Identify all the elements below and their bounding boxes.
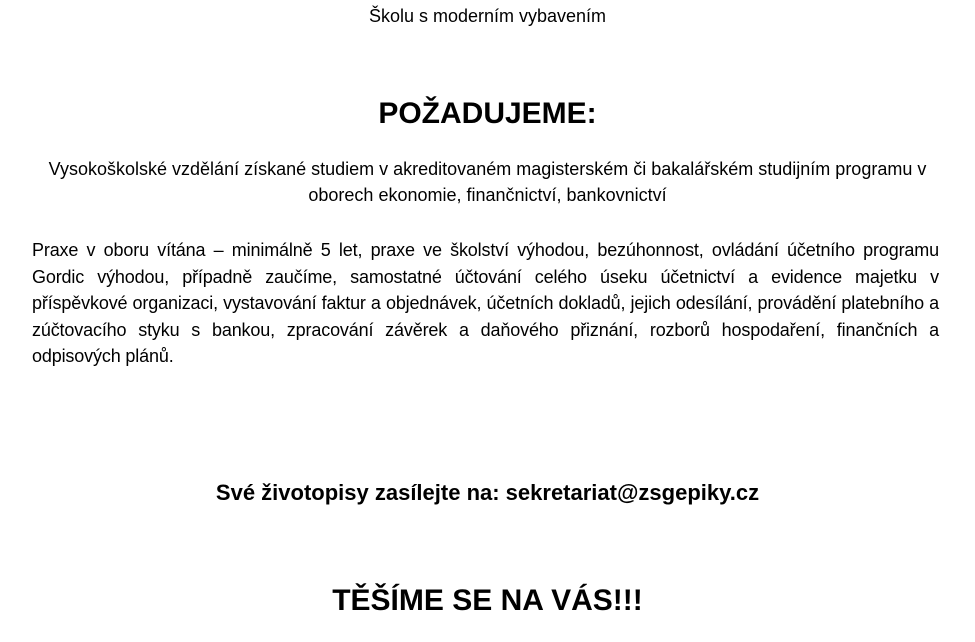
education-requirement: Vysokoškolské vzdělání získané studiem v akreditovaném magisterském či bakalářském studijním programu v oborech ekonomie, finančnictví, bankovnictví <box>48 159 927 205</box>
practice-requirement: Praxe v oboru vítána – minimálně 5 let, praxe ve školství výhodou, bezúhonnost, ovládání účetního programu Gordic výhodou, případně zaučíme, samostatné účtování celého úseku účetnictví a evidence majetku v příspěvkové organizaci, vystavování faktur a objednávek, účetních dokladů, jejich odesílání, provádění platebního a zúčtovacího styku s bankou, zpracování závěrek a daňového přiznání, rozborů hospodaření, finančních a odpisových plánů. <box>32 240 939 366</box>
closing-line: TĚŠÍME SE NA VÁS!!! <box>332 584 643 617</box>
intro-line: Školu s moderním vybavením <box>368 6 607 26</box>
contact-line: Své životopisy zasílejte na: sekretariat@zsgepiky.cz <box>215 480 760 505</box>
requirements-heading: POŽADUJEME: <box>378 97 597 130</box>
